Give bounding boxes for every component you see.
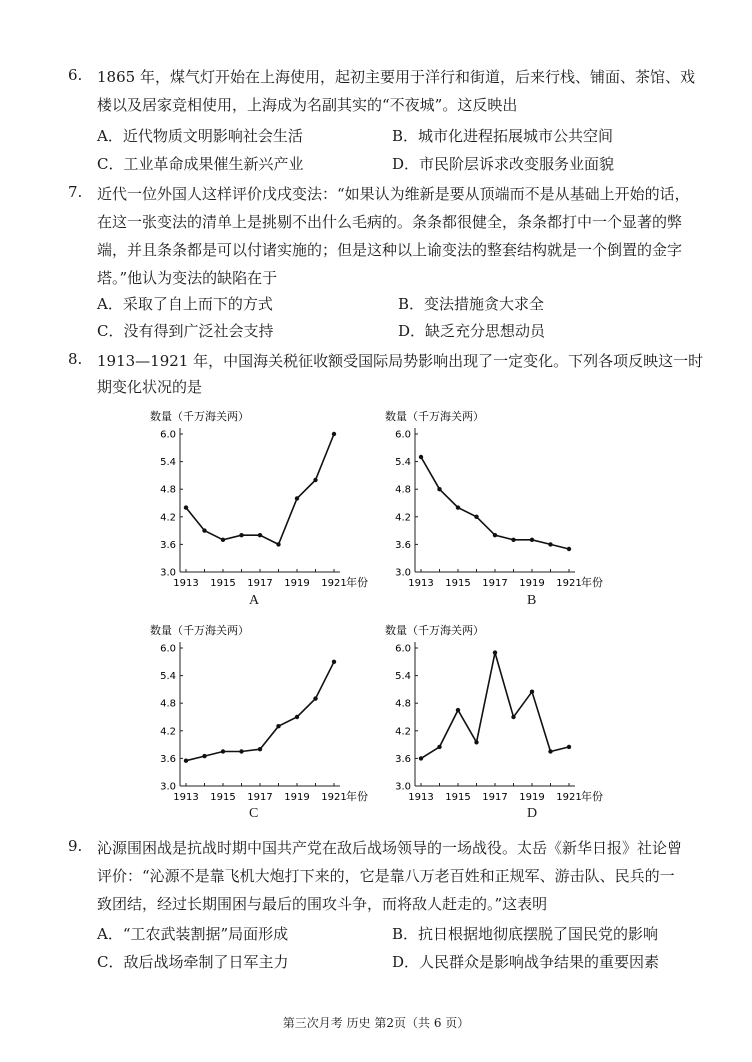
chart-b-xtick-label: 1919: [519, 578, 545, 589]
chart-b-point: [548, 542, 552, 546]
q9-option-a: A．“工农武装割据”局面形成: [97, 925, 289, 943]
chart-a-xtick-label: 1913: [173, 578, 199, 589]
chart-b-point: [493, 533, 497, 537]
chart-c-xtick-label: 1921: [321, 792, 347, 803]
q9-option-d: D．人民群众是影响战争结果的重要因素: [392, 953, 660, 971]
q6-line-1: 1865 年，煤气灯开始在上海使用，起初主要用于洋行和街道，后来行栈、铺面、茶馆、戏: [97, 68, 695, 86]
chart-a-ytick-label: 5.4: [160, 457, 176, 469]
chart-a-point: [258, 533, 262, 537]
chart-b-point: [474, 515, 478, 519]
chart-b-point: [567, 547, 571, 551]
chart-b-ytick-label: 4.2: [395, 512, 411, 524]
chart-a-xtick-label: 1919: [284, 578, 310, 589]
q9-line-2: 评价：“沁源不是靠飞机大炮打下来的，它是靠八万老百姓和正规军、游击队、民兵的一: [97, 867, 675, 885]
chart-d-point: [474, 740, 478, 744]
chart-b-svg: [385, 406, 603, 591]
chart-a-point: [332, 432, 336, 436]
chart-c-ytick-label: 4.2: [160, 726, 176, 738]
chart-a-point: [313, 478, 317, 482]
q7-option-c: C．没有得到广泛社会支持: [97, 322, 274, 340]
chart-c-point: [258, 747, 262, 751]
chart-b-xtick-label: 1913: [408, 578, 434, 589]
chart-a-point: [295, 496, 299, 500]
chart-c-ylabel: 数量（千万海关两）: [150, 624, 249, 637]
chart-c-xtick-label: 1915: [210, 792, 236, 803]
q8-number: 8.: [68, 350, 83, 368]
chart-c-point: [295, 715, 299, 719]
chart-a-point: [239, 533, 243, 537]
chart-d-point: [567, 745, 571, 749]
chart-d-point: [530, 690, 534, 694]
chart-b-ylabel: 数量（千万海关两）: [385, 410, 484, 423]
q6-number: 6.: [68, 66, 83, 84]
chart-b-xtick-label: 1915: [445, 578, 471, 589]
chart-c-ytick-label: 3.0: [160, 781, 176, 793]
chart-c-point: [332, 660, 336, 664]
chart-a-xtick-label: 1921: [321, 578, 347, 589]
chart-c-point: [184, 759, 188, 763]
chart-a-point: [184, 505, 188, 509]
chart-d: [385, 620, 615, 809]
q9-option-c: C．敌后战场牵制了日军主力: [97, 953, 289, 971]
q6-option-a: A．近代物质文明影响社会生活: [97, 127, 303, 145]
chart-d-point: [437, 745, 441, 749]
chart-c-point: [202, 754, 206, 758]
chart-b-ytick-label: 5.4: [395, 457, 411, 469]
chart-c-ytick-label: 6.0: [160, 643, 176, 655]
chart-d-ylabel: 数量（千万海关两）: [385, 624, 484, 637]
chart-d-ytick-label: 3.0: [395, 781, 411, 793]
q6-option-c: C．工业革命成果催生新兴产业: [97, 155, 304, 173]
chart-c-xtick-label: 1919: [284, 792, 310, 803]
chart-d-point: [419, 756, 423, 760]
chart-a-series-line: [186, 434, 334, 544]
chart-b-ytick-label: 4.8: [395, 484, 411, 496]
chart-d-xtick-label: 1915: [445, 792, 471, 803]
chart-c-xtick-label: 1917: [247, 792, 273, 803]
chart-c-ytick-label: 5.4: [160, 671, 176, 683]
chart-a-xtick-label: 1917: [247, 578, 273, 589]
q9-option-b: B．抗日根据地彻底摆脱了国民党的影响: [392, 925, 659, 943]
chart-c-xtick-label: 1913: [173, 792, 199, 803]
chart-d-xlabel: 年份: [581, 790, 603, 803]
chart-c-series-line: [186, 662, 334, 761]
chart-d-label: D: [527, 806, 538, 821]
chart-a-ytick-label: 3.0: [160, 567, 176, 579]
chart-d-ytick-label: 5.4: [395, 671, 411, 683]
chart-d-series-line: [421, 653, 569, 759]
chart-b-xtick-label: 1921: [556, 578, 582, 589]
chart-c-svg: [150, 620, 368, 805]
chart-b-xtick-label: 1917: [482, 578, 508, 589]
chart-a-ytick-label: 4.2: [160, 512, 176, 524]
page-footer: 第三次月考 历史 第2页（共 6 页）: [282, 1016, 470, 1030]
q8-line-1: 1913—1921 年，中国海关税征收额受国际局势影响出现了一定变化。下列各项反映这一时: [97, 352, 704, 370]
chart-b-label: B: [527, 593, 537, 608]
chart-d-point: [548, 749, 552, 753]
q7-option-d: D．缺乏充分思想动员: [398, 322, 546, 340]
chart-a-svg: [150, 406, 368, 591]
chart-d-point: [511, 715, 515, 719]
chart-d-ytick-label: 3.6: [395, 753, 411, 765]
chart-b-point: [419, 455, 423, 459]
chart-c-ytick-label: 3.6: [160, 753, 176, 765]
chart-a-ylabel: 数量（千万海关两）: [150, 410, 249, 423]
q7-line-4: 塔。”他认为变法的缺陷在于: [97, 269, 278, 287]
q7-option-b: B．变法措施贪大求全: [398, 295, 545, 313]
chart-c-label: C: [249, 806, 259, 821]
chart-d-ytick-label: 4.2: [395, 726, 411, 738]
q7-option-a: A．采取了自上而下的方式: [97, 295, 273, 313]
q7-line-1: 近代一位外国人这样评价戊戌变法：“如果认为维新是要从顶端而不是从基础上开始的话，: [97, 185, 690, 203]
chart-d-ytick-label: 6.0: [395, 643, 411, 655]
chart-a-ytick-label: 3.6: [160, 539, 176, 551]
chart-a: [150, 406, 368, 595]
chart-b-point: [530, 538, 534, 542]
chart-a-point: [221, 538, 225, 542]
chart-b-point: [437, 487, 441, 491]
chart-c-point: [239, 749, 243, 753]
chart-d-xtick-label: 1913: [408, 792, 434, 803]
chart-a-label: A: [249, 593, 260, 608]
chart-b-xlabel: 年份: [581, 576, 603, 589]
chart-b-ytick-label: 3.6: [395, 539, 411, 551]
q7-number: 7.: [68, 183, 83, 201]
chart-b-ytick-label: 6.0: [395, 429, 411, 441]
chart-b-point: [456, 505, 460, 509]
chart-c-xlabel: 年份: [346, 790, 368, 803]
chart-b-ytick-label: 3.0: [395, 567, 411, 579]
chart-a-ytick-label: 4.8: [160, 484, 176, 496]
chart-a-xtick-label: 1915: [210, 578, 236, 589]
chart-d-point: [456, 708, 460, 712]
chart-c-point: [276, 724, 280, 728]
chart-a-xlabel: 年份: [346, 576, 368, 589]
q7-line-3: 端，并且条条都是可以付诸实施的；但是这种以上谕变法的整套结构就是一个倒置的金字: [97, 241, 683, 259]
q9-line-3: 致团结，经过长期围困与最后的围攻斗争，而将敌人赶走的。”这表明: [97, 895, 548, 913]
chart-d-xtick-label: 1917: [482, 792, 508, 803]
chart-b-point: [511, 538, 515, 542]
q9-number: 9.: [68, 837, 83, 855]
chart-c-ytick-label: 4.8: [160, 698, 176, 710]
chart-a-point: [276, 542, 280, 546]
q6-line-2: 楼以及居家竞相使用，上海成为名副其实的“不夜城”。这反映出: [97, 96, 518, 114]
q6-option-b: B．城市化进程拓展城市公共空间: [392, 127, 614, 145]
chart-a-point: [202, 528, 206, 532]
q7-line-2: 在这一张变法的清单上是挑剔不出什么毛病的。条条都很健全，条条都打中一个显著的弊: [97, 213, 683, 231]
chart-d-point: [493, 650, 497, 654]
q8-line-2: 期变化状况的是: [97, 378, 203, 396]
chart-c-point: [313, 696, 317, 700]
chart-c-point: [221, 749, 225, 753]
q9-line-1: 沁源围困战是抗战时期中国共产党在敌后战场领导的一场战役。太岳《新华日报》社论曾: [97, 839, 683, 857]
chart-d-xtick-label: 1921: [556, 792, 582, 803]
chart-c: [150, 620, 368, 809]
chart-d-ytick-label: 4.8: [395, 698, 411, 710]
q6-option-d: D．市民阶层诉求改变服务业面貌: [392, 155, 615, 173]
chart-d-svg: [385, 620, 615, 805]
chart-b: [385, 406, 603, 595]
chart-d-xtick-label: 1919: [519, 792, 545, 803]
chart-a-ytick-label: 6.0: [160, 429, 176, 441]
